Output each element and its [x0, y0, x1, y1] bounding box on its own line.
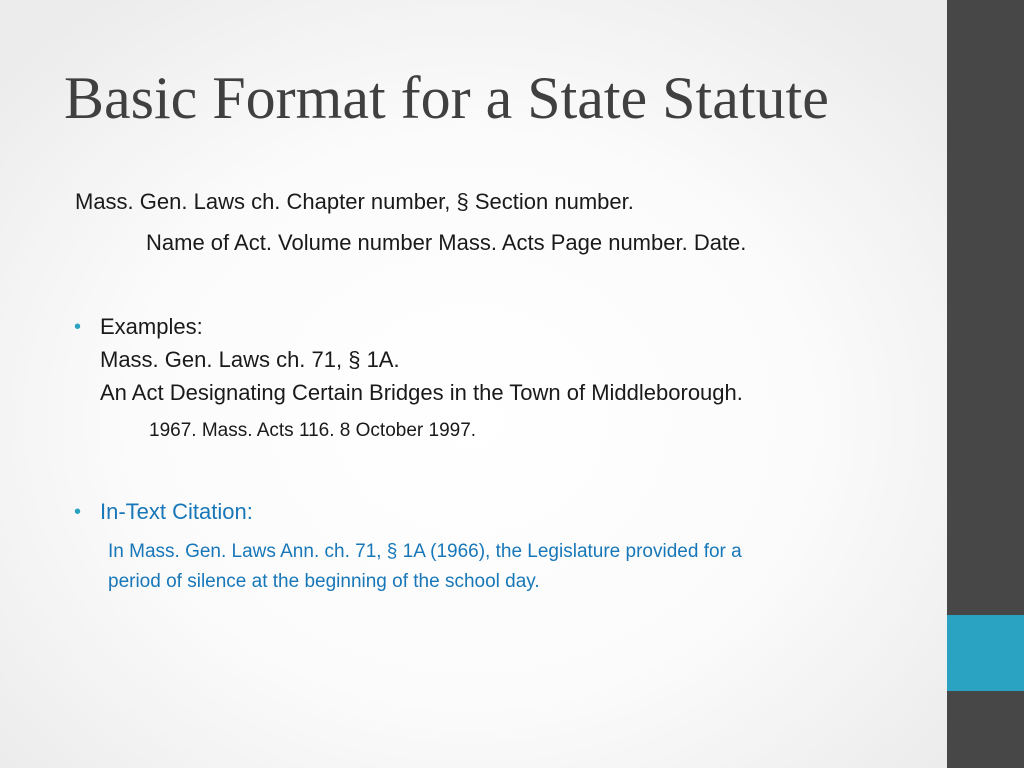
bullet-icon: • — [74, 316, 82, 338]
in-text-citation-line-2: period of silence at the beginning of the school day. — [108, 571, 540, 592]
examples-label: Examples: — [100, 314, 203, 339]
in-text-citation-label: In-Text Citation: — [100, 499, 253, 524]
example-line-2: An Act Designating Certain Bridges in the Town of Middleborough. — [100, 380, 743, 405]
sidebar-accent-block — [947, 615, 1024, 691]
in-text-citation-line-1: In Mass. Gen. Laws Ann. ch. 71, § 1A (1966), the Legislature provided for a — [108, 541, 742, 562]
format-line-2: Name of Act. Volume number Mass. Acts Page number. Date. — [146, 230, 747, 255]
bullet-icon: • — [74, 501, 82, 523]
example-line-1: Mass. Gen. Laws ch. 71, § 1A. — [100, 347, 400, 372]
example-line-3: 1967. Mass. Acts 116. 8 October 1997. — [149, 420, 477, 441]
format-line-1: Mass. Gen. Laws ch. Chapter number, § Section number. — [75, 189, 634, 214]
slide-title: Basic Format for a State Statute — [64, 65, 829, 131]
